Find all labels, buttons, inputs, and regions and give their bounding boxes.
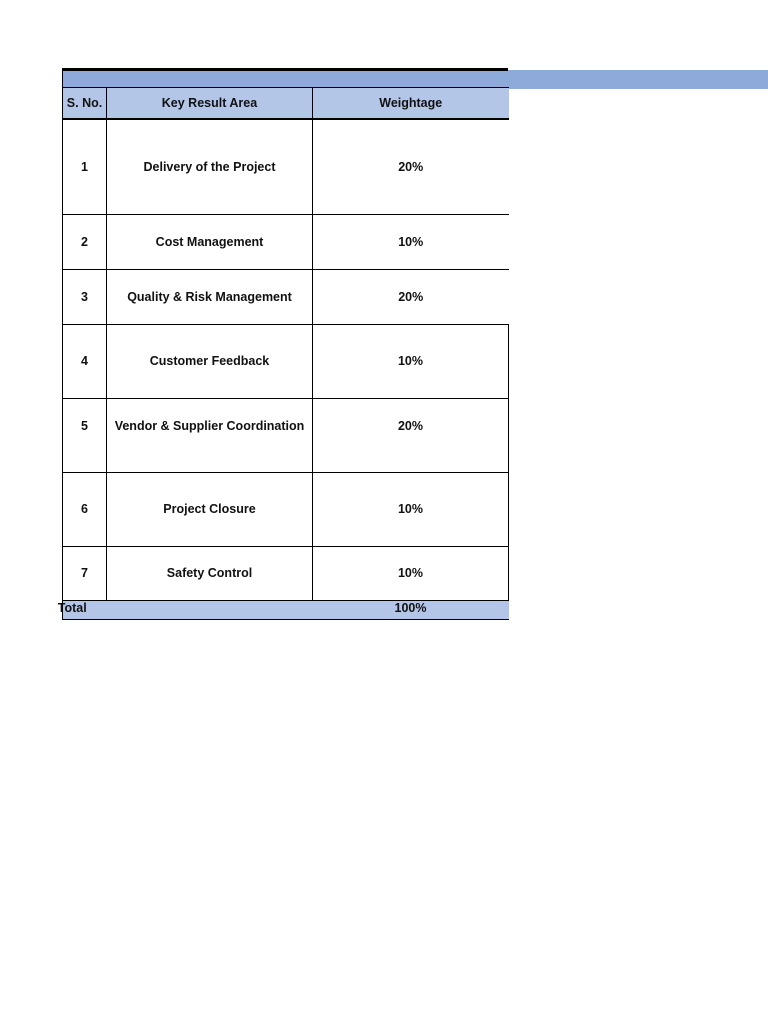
row-weightage: 10%	[313, 472, 509, 546]
header-kra: Key Result Area	[107, 88, 313, 120]
total-row	[63, 600, 509, 619]
header-sno: S. No.	[63, 88, 107, 120]
row-kra: Delivery of the Project	[107, 119, 313, 214]
header-weightage: Weightage	[313, 88, 509, 120]
row-sno: 5	[63, 398, 107, 472]
row-kra: Project Closure	[107, 472, 313, 546]
row-weightage: 10%	[313, 324, 509, 398]
title-band	[62, 68, 508, 87]
total-label-cell	[57, 600, 313, 619]
row-weightage: 10%	[313, 546, 509, 600]
table-row	[63, 398, 509, 472]
total-value: 100%	[313, 600, 509, 619]
row-sno: 4	[63, 324, 107, 398]
row-kra: Cost Management	[107, 214, 313, 269]
row-kra: Safety Control	[107, 546, 313, 600]
kra-table	[57, 87, 509, 620]
kra-sheet	[57, 68, 508, 620]
row-weightage: 20%	[313, 398, 509, 472]
total-label: Total	[57, 600, 87, 615]
table-row	[63, 214, 509, 269]
title-band-extension	[508, 70, 768, 89]
row-kra: Vendor & Supplier Coordination	[107, 398, 313, 472]
row-sno: 6	[63, 472, 107, 546]
row-sno: 3	[63, 269, 107, 324]
row-weightage: 10%	[313, 214, 509, 269]
row-weightage: 20%	[313, 119, 509, 214]
row-weightage: 20%	[313, 269, 509, 324]
table-row	[63, 472, 509, 546]
header-row	[63, 88, 509, 120]
row-kra: Customer Feedback	[107, 324, 313, 398]
table-row	[63, 546, 509, 600]
row-sno: 7	[63, 546, 107, 600]
row-sno: 1	[63, 119, 107, 214]
table-row	[63, 119, 509, 214]
table-row	[63, 269, 509, 324]
row-sno: 2	[63, 214, 107, 269]
table-row	[63, 324, 509, 398]
row-kra: Quality & Risk Management	[107, 269, 313, 324]
